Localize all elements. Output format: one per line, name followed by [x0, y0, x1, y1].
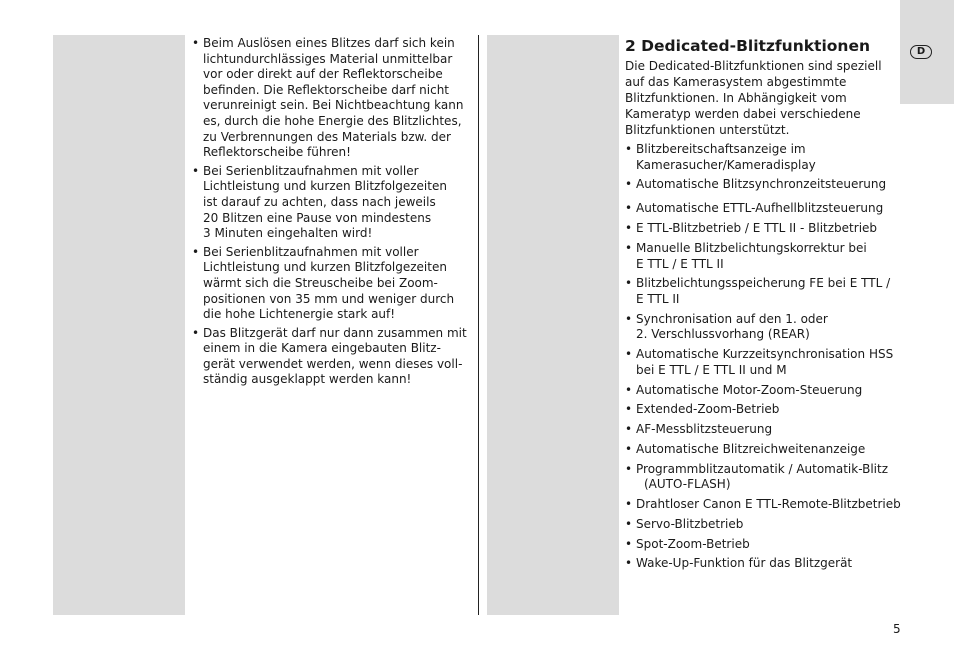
list-item-line: es, durch die hohe Energie des Blitzlichtes, — [203, 113, 462, 128]
list-item-line: Reflektorscheibe führen! — [203, 145, 351, 160]
list-item-line: 3 Minuten eingehalten wird! — [203, 226, 373, 241]
list-item-line: zu Verbrennungen des Materials bzw. der — [203, 129, 451, 144]
list-item — [192, 36, 467, 161]
list-item-line: lichtundurchlässiges Material unmittelbar — [203, 51, 453, 66]
list-item — [625, 201, 900, 217]
list-item-line: (AUTO-FLASH) — [644, 477, 731, 492]
list-item — [625, 556, 900, 572]
list-item — [625, 142, 900, 173]
list-item — [192, 326, 467, 388]
list-item — [625, 276, 900, 307]
list-item-line: • Bei Serienblitzaufnahmen mit voller — [203, 244, 419, 259]
list-item-line: • Servo-Blitzbetrieb — [636, 516, 744, 531]
list-item-line: • Automatische Motor-Zoom-Steuerung — [636, 382, 863, 397]
list-item-line: • Automatische Blitzreichweitenanzeige — [636, 441, 866, 456]
list-item-line: Kamerasucher/Kameradisplay — [636, 157, 816, 172]
list-item-line: • Automatische Kurzzeitsynchronisation HSS — [636, 347, 894, 362]
list-item-line: • AF-Messblitzsteuerung — [636, 422, 773, 437]
left-margin-band — [53, 35, 185, 615]
list-item-line: • Wake-Up-Funktion für das Blitzgerät — [636, 556, 853, 571]
safety-notes-list — [192, 36, 467, 391]
list-item-line: • Programmblitzautomatik / Automatik-Blitz — [636, 461, 889, 476]
list-item — [625, 177, 900, 193]
intro-line: Die Dedicated-Blitzfunktionen sind speziell — [625, 59, 882, 73]
list-item — [625, 221, 900, 237]
list-item-line: • Automatische Blitzsynchronzeitsteuerung — [636, 177, 887, 192]
list-item-line: ständig ausgeklappt werden kann! — [203, 372, 412, 387]
list-item-line: vor oder direkt auf der Reflektorscheibe — [203, 67, 443, 82]
section-title: 2 Dedicated-Blitzfunktionen — [625, 37, 871, 55]
list-item — [625, 383, 900, 399]
list-item-line: • Blitzbelichtungsspeicherung FE bei E TTL / — [636, 276, 891, 291]
list-item — [625, 422, 900, 438]
intro-line: Blitzfunktionen. In Abhängigkeit vom — [625, 91, 847, 105]
list-item-line: • Das Blitzgerät darf nur dann zusammen mit — [203, 325, 467, 340]
page-number: 5 — [893, 622, 901, 636]
list-item-line: Lichtleistung und kurzen Blitzfolgezeiten — [203, 260, 447, 275]
section-intro — [625, 58, 885, 138]
list-item-line: • Beim Auslösen eines Blitzes darf sich kein — [203, 36, 455, 50]
list-item-line: wärmt sich die Streuscheibe bei Zoom- — [203, 275, 438, 290]
list-item — [625, 312, 900, 343]
intro-line: Blitzfunktionen unterstützt. — [625, 123, 790, 137]
list-item-line: verunreinigt sein. Bei Nichtbeachtung kann — [203, 98, 464, 113]
list-item-line: befinden. Die Reflektorscheibe darf nicht — [203, 82, 449, 97]
list-item — [625, 517, 900, 533]
list-item — [192, 245, 467, 323]
list-item-line: • Manuelle Blitzbelichtungskorrektur bei — [636, 241, 867, 256]
list-item-line: • Spot-Zoom-Betrieb — [636, 536, 750, 551]
list-item — [625, 402, 900, 418]
list-item-line: 20 Blitzen eine Pause von mindestens — [203, 210, 432, 225]
list-item — [625, 347, 900, 378]
list-item-line: • Blitzbereitschaftsanzeige im — [636, 142, 806, 156]
list-item — [625, 241, 900, 272]
intro-line: auf das Kamerasystem abgestimmte — [625, 75, 847, 89]
list-item-line: Lichtleistung und kurzen Blitzfolgezeiten — [203, 179, 447, 194]
list-item-line: einem in die Kamera eingebauten Blitz- — [203, 341, 441, 356]
column-divider — [478, 35, 479, 615]
list-item — [192, 164, 467, 242]
language-badge: D — [910, 45, 932, 59]
list-item — [625, 537, 900, 553]
function-list — [625, 142, 900, 576]
list-item-line: • Drahtloser Canon E TTL-Remote-Blitzbetrieb — [636, 497, 901, 512]
list-item-line: 2. Verschlussvorhang (REAR) — [636, 327, 810, 342]
intro-line: Kameratyp werden dabei verschiedene — [625, 107, 861, 121]
list-item-line: E TTL / E TTL II — [636, 256, 724, 271]
list-item-line: gerät verwendet werden, wenn dieses voll- — [203, 356, 463, 371]
list-item-line: • Bei Serienblitzaufnahmen mit voller — [203, 163, 419, 178]
list-item — [625, 497, 900, 513]
list-item — [625, 462, 900, 493]
list-item-line: • Extended-Zoom-Betrieb — [636, 402, 780, 417]
list-item-line: • Synchronisation auf den 1. oder — [636, 311, 828, 326]
list-item-line: die hohe Lichtenergie stark auf! — [203, 307, 396, 322]
right-margin-band — [487, 35, 619, 615]
list-item-line: • Automatische ETTL-Aufhellblitzsteuerung — [636, 201, 884, 216]
list-item-line: • E TTL-Blitzbetrieb / E TTL II - Blitzbetrieb — [636, 221, 878, 236]
list-item-line: positionen von 35 mm und weniger durch — [203, 291, 455, 306]
list-item — [625, 442, 900, 458]
list-item-line: bei E TTL / E TTL II und M — [636, 362, 787, 377]
list-item-line: E TTL II — [636, 292, 680, 306]
list-item-line: ist darauf zu achten, dass nach jeweils — [203, 194, 436, 209]
